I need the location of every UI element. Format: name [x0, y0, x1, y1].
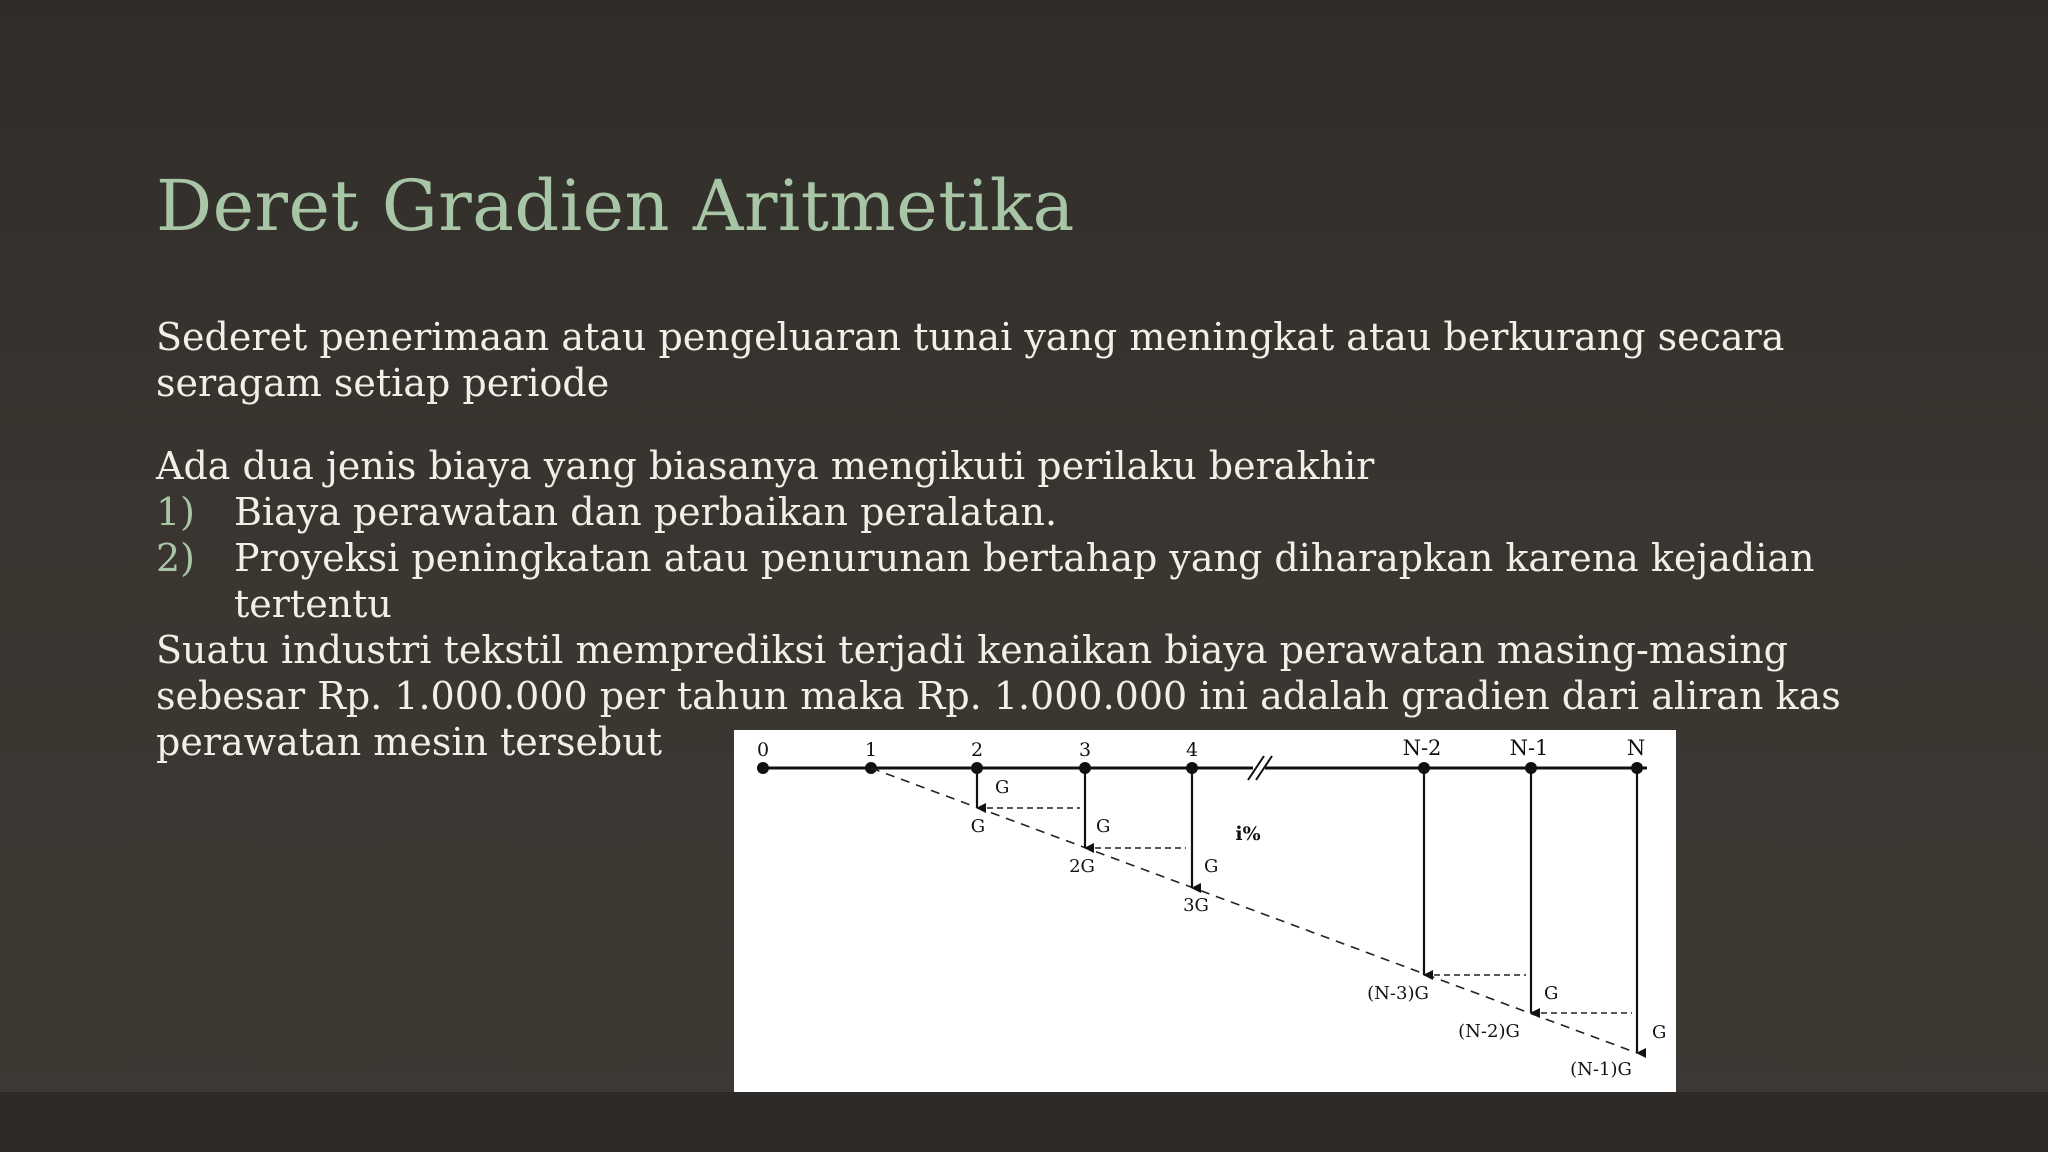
period-label: N-1 — [1509, 736, 1549, 760]
period-label: 3 — [1078, 739, 1092, 761]
period-label: 4 — [1185, 739, 1199, 761]
increment-label: G — [1544, 983, 1559, 1004]
period-label: N — [1626, 736, 1646, 760]
list-item — [156, 535, 1896, 627]
increment-label: G — [1652, 1022, 1667, 1043]
amount-label: (N-2)G — [1458, 1021, 1520, 1042]
interest-rate-label: i% — [1235, 823, 1261, 845]
list-number: 1) — [156, 490, 196, 534]
period-label: 2 — [970, 739, 984, 761]
period-label: 0 — [756, 739, 770, 761]
amount-label: 2G — [1069, 856, 1095, 877]
list-number: 2) — [156, 536, 196, 580]
amount-label: (N-1)G — [1570, 1059, 1632, 1080]
amount-label: G — [970, 816, 986, 837]
cash-flow-svg — [734, 730, 1676, 1092]
period-label: N-2 — [1402, 736, 1442, 760]
cost-types-list — [156, 489, 1896, 627]
cost-types-intro: Ada dua jenis biaya yang biasanya mengikuti perilaku berakhir — [156, 444, 1375, 488]
period-dot — [757, 762, 769, 774]
period-label: 1 — [864, 739, 878, 761]
gradient-cash-flow-diagram — [734, 730, 1676, 1092]
slide-title: Deret Gradien Aritmetika — [156, 165, 1075, 247]
slide-body — [156, 314, 1896, 765]
amount-label: 3G — [1183, 895, 1209, 916]
example-paragraph: Suatu industri tekstil memprediksi terjadi kenaikan biaya perawatan masing-masing sebesar Rp. 1.000.000 per tahun maka Rp. 1.000.000 ini adalah gradien dari aliran kas perawatan mesin tersebut — [156, 628, 1841, 764]
increment-label: G — [995, 777, 1010, 798]
list-text: Proyeksi peningkatan atau penurunan bertahap yang diharapkan karena kejadian tertentu — [234, 536, 1815, 626]
list-item — [156, 489, 1896, 535]
gradient-dashed-line — [871, 768, 1637, 1053]
list-text: Biaya perawatan dan perbaikan peralatan. — [234, 490, 1058, 534]
footer-band — [0, 1092, 2048, 1152]
increment-label: G — [1204, 856, 1219, 877]
amount-label: (N-3)G — [1367, 983, 1429, 1004]
definition-paragraph: Sederet penerimaan atau pengeluaran tunai yang meningkat atau berkurang secara seragam setiap periode — [156, 315, 1785, 405]
increment-label: G — [1096, 816, 1111, 837]
